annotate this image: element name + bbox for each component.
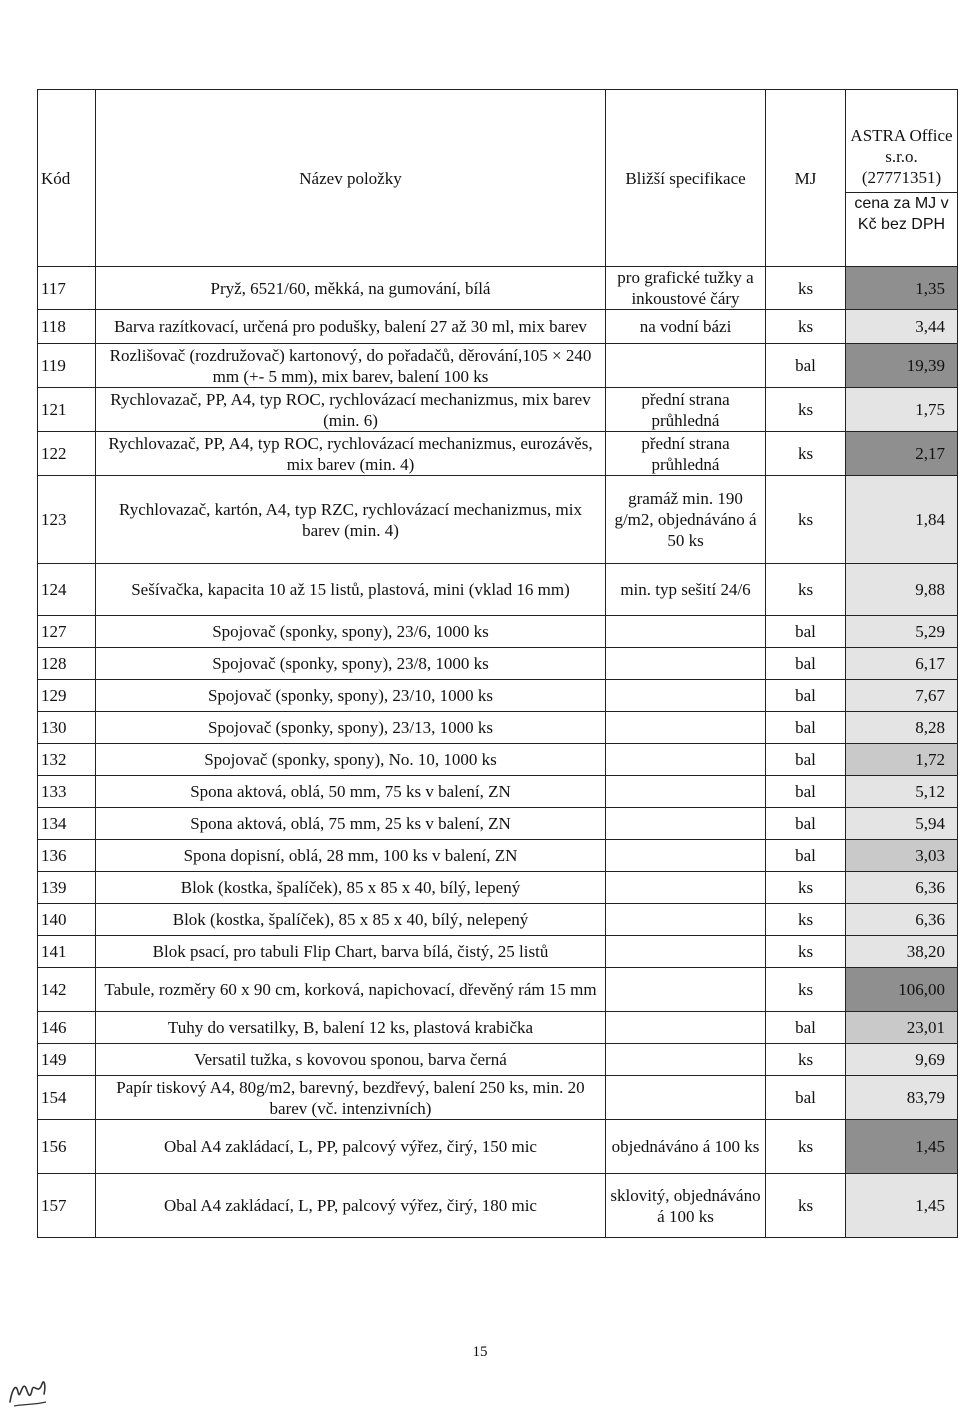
cell-mj: bal <box>766 1076 846 1120</box>
cell-spec: gramáž min. 190 g/m2, objednáváno á 50 ks <box>606 476 766 564</box>
cell-nazev: Pryž, 6521/60, měkká, na gumování, bílá <box>96 267 606 310</box>
cell-spec <box>606 680 766 712</box>
table-row <box>38 310 958 344</box>
cell-spec: min. typ sešití 24/6 <box>606 564 766 616</box>
cell-kod: 122 <box>38 432 96 476</box>
table-row <box>38 344 958 388</box>
cell-spec: objednáváno á 100 ks <box>606 1120 766 1174</box>
cell-price: 9,88 <box>846 564 958 616</box>
cell-nazev: Blok (kostka, špalíček), 85 x 85 x 40, bílý, lepený <box>96 872 606 904</box>
cell-price: 106,00 <box>846 968 958 1012</box>
cell-kod: 121 <box>38 388 96 432</box>
cell-nazev: Spona aktová, oblá, 50 mm, 75 ks v balení, ZN <box>96 776 606 808</box>
table-row <box>38 936 958 968</box>
cell-mj: ks <box>766 872 846 904</box>
table-row <box>38 267 958 310</box>
table-row <box>38 432 958 476</box>
cell-spec: sklovitý, objednáváno á 100 ks <box>606 1174 766 1238</box>
table-row <box>38 388 958 432</box>
cell-kod: 146 <box>38 1012 96 1044</box>
cell-nazev: Blok (kostka, špalíček), 85 x 85 x 40, bílý, nelepený <box>96 904 606 936</box>
table-row <box>38 1174 958 1238</box>
table-row <box>38 648 958 680</box>
cell-mj: bal <box>766 840 846 872</box>
cell-mj: bal <box>766 808 846 840</box>
cell-price: 3,03 <box>846 840 958 872</box>
cell-price: 1,84 <box>846 476 958 564</box>
cell-kod: 157 <box>38 1174 96 1238</box>
cell-mj: ks <box>766 310 846 344</box>
table-row <box>38 968 958 1012</box>
cell-nazev: Sešívačka, kapacita 10 až 15 listů, plastová, mini (vklad 16 mm) <box>96 564 606 616</box>
cell-mj: bal <box>766 776 846 808</box>
cell-spec <box>606 616 766 648</box>
header-kod: Kód <box>38 90 96 267</box>
header-nazev: Název položky <box>96 90 606 267</box>
table-row <box>38 1044 958 1076</box>
cell-spec <box>606 744 766 776</box>
table-row <box>38 744 958 776</box>
header-spec: Bližší specifikace <box>606 90 766 267</box>
cell-nazev: Rychlovazač, PP, A4, typ ROC, rychlovázací mechanizmus, eurozávěs, mix barev (min. 4) <box>96 432 606 476</box>
cell-kod: 118 <box>38 310 96 344</box>
table-row <box>38 904 958 936</box>
cell-kod: 136 <box>38 840 96 872</box>
cell-spec <box>606 776 766 808</box>
price-unit-label: cena za MJ v Kč bez DPH <box>846 192 957 235</box>
cell-mj: ks <box>766 432 846 476</box>
cell-price: 5,29 <box>846 616 958 648</box>
cell-price: 83,79 <box>846 1076 958 1120</box>
cell-nazev: Spona dopisní, oblá, 28 mm, 100 ks v balení, ZN <box>96 840 606 872</box>
cell-kod: 129 <box>38 680 96 712</box>
cell-nazev: Versatil tužka, s kovovou sponou, barva černá <box>96 1044 606 1076</box>
cell-nazev: Tuhy do versatilky, B, balení 12 ks, plastová krabička <box>96 1012 606 1044</box>
table-row <box>38 712 958 744</box>
cell-spec: pro grafické tužky a inkoustové čáry <box>606 267 766 310</box>
cell-mj: bal <box>766 712 846 744</box>
table-row <box>38 1076 958 1120</box>
cell-spec: na vodní bázi <box>606 310 766 344</box>
cell-mj: ks <box>766 476 846 564</box>
cell-spec <box>606 712 766 744</box>
table-row <box>38 872 958 904</box>
cell-price: 1,35 <box>846 267 958 310</box>
cell-price: 1,75 <box>846 388 958 432</box>
price-table <box>37 89 958 1238</box>
cell-kod: 128 <box>38 648 96 680</box>
cell-spec: přední strana průhledná <box>606 388 766 432</box>
supplier-name: ASTRA Office s.r.o. (27771351) <box>850 126 953 187</box>
cell-nazev: Spojovač (sponky, spony), 23/6, 1000 ks <box>96 616 606 648</box>
cell-spec <box>606 808 766 840</box>
cell-spec: přední strana průhledná <box>606 432 766 476</box>
cell-spec <box>606 1012 766 1044</box>
cell-nazev: Tabule, rozměry 60 x 90 cm, korková, napichovací, dřevěný rám 15 mm <box>96 968 606 1012</box>
cell-kod: 132 <box>38 744 96 776</box>
cell-kod: 149 <box>38 1044 96 1076</box>
cell-nazev: Rychlovazač, kartón, A4, typ RZC, rychlovázací mechanizmus, mix barev (min. 4) <box>96 476 606 564</box>
cell-mj: bal <box>766 648 846 680</box>
cell-price: 38,20 <box>846 936 958 968</box>
cell-kod: 142 <box>38 968 96 1012</box>
cell-kod: 133 <box>38 776 96 808</box>
cell-mj: bal <box>766 1012 846 1044</box>
cell-spec <box>606 344 766 388</box>
table-row <box>38 564 958 616</box>
cell-price: 3,44 <box>846 310 958 344</box>
cell-price: 6,36 <box>846 872 958 904</box>
cell-price: 6,36 <box>846 904 958 936</box>
cell-mj: bal <box>766 744 846 776</box>
cell-spec <box>606 1044 766 1076</box>
cell-mj: bal <box>766 616 846 648</box>
table-row <box>38 840 958 872</box>
cell-kod: 156 <box>38 1120 96 1174</box>
cell-kod: 134 <box>38 808 96 840</box>
cell-kod: 141 <box>38 936 96 968</box>
cell-price: 23,01 <box>846 1012 958 1044</box>
cell-mj: ks <box>766 388 846 432</box>
cell-kod: 139 <box>38 872 96 904</box>
cell-kod: 124 <box>38 564 96 616</box>
cell-price: 1,45 <box>846 1120 958 1174</box>
cell-kod: 117 <box>38 267 96 310</box>
cell-spec <box>606 1076 766 1120</box>
cell-nazev: Spojovač (sponky, spony), 23/10, 1000 ks <box>96 680 606 712</box>
cell-nazev: Rozlišovač (rozdružovač) kartonový, do pořadačů, děrování,105 × 240 mm (+- 5 mm), mix barev, balení 100 ks <box>96 344 606 388</box>
cell-nazev: Blok psací, pro tabuli Flip Chart, barva bílá, čistý, 25 listů <box>96 936 606 968</box>
table-row <box>38 680 958 712</box>
table-row <box>38 1120 958 1174</box>
table-body <box>38 267 958 1238</box>
header-mj: MJ <box>766 90 846 267</box>
cell-spec <box>606 936 766 968</box>
table-row <box>38 616 958 648</box>
cell-nazev: Spona aktová, oblá, 75 mm, 25 ks v balení, ZN <box>96 808 606 840</box>
cell-mj: ks <box>766 1174 846 1238</box>
table-row <box>38 1012 958 1044</box>
cell-nazev: Spojovač (sponky, spony), 23/8, 1000 ks <box>96 648 606 680</box>
cell-kod: 119 <box>38 344 96 388</box>
table-row <box>38 476 958 564</box>
cell-nazev: Rychlovazač, PP, A4, typ ROC, rychlovázací mechanizmus, mix barev (min. 6) <box>96 388 606 432</box>
cell-nazev: Obal A4 zakládací, L, PP, palcový výřez, čirý, 180 mic <box>96 1174 606 1238</box>
cell-nazev: Obal A4 zakládací, L, PP, palcový výřez, čirý, 150 mic <box>96 1120 606 1174</box>
cell-price: 9,69 <box>846 1044 958 1076</box>
cell-kod: 130 <box>38 712 96 744</box>
cell-mj: ks <box>766 904 846 936</box>
table-row <box>38 776 958 808</box>
page-number: 15 <box>472 1344 488 1360</box>
cell-mj: bal <box>766 680 846 712</box>
cell-spec <box>606 904 766 936</box>
table-row <box>38 808 958 840</box>
cell-kod: 123 <box>38 476 96 564</box>
cell-price: 5,94 <box>846 808 958 840</box>
header-row <box>38 90 958 267</box>
handwritten-initials <box>6 1372 50 1410</box>
cell-spec <box>606 872 766 904</box>
cell-spec <box>606 840 766 872</box>
cell-nazev: Barva razítkovací, určená pro podušky, balení 27 až 30 ml, mix barev <box>96 310 606 344</box>
cell-mj: ks <box>766 267 846 310</box>
cell-kod: 127 <box>38 616 96 648</box>
cell-mj: ks <box>766 936 846 968</box>
cell-nazev: Spojovač (sponky, spony), No. 10, 1000 ks <box>96 744 606 776</box>
cell-kod: 154 <box>38 1076 96 1120</box>
cell-price: 1,72 <box>846 744 958 776</box>
header-supplier <box>846 90 958 267</box>
cell-kod: 140 <box>38 904 96 936</box>
cell-price: 1,45 <box>846 1174 958 1238</box>
cell-mj: ks <box>766 968 846 1012</box>
cell-mj: ks <box>766 564 846 616</box>
cell-price: 19,39 <box>846 344 958 388</box>
cell-price: 2,17 <box>846 432 958 476</box>
cell-mj: ks <box>766 1120 846 1174</box>
cell-price: 7,67 <box>846 680 958 712</box>
cell-mj: bal <box>766 344 846 388</box>
cell-nazev: Papír tiskový A4, 80g/m2, barevný, bezdřevý, balení 250 ks, min. 20 barev (vč. intenzivních) <box>96 1076 606 1120</box>
cell-mj: ks <box>766 1044 846 1076</box>
cell-nazev: Spojovač (sponky, spony), 23/13, 1000 ks <box>96 712 606 744</box>
cell-spec <box>606 968 766 1012</box>
cell-price: 5,12 <box>846 776 958 808</box>
cell-price: 6,17 <box>846 648 958 680</box>
cell-spec <box>606 648 766 680</box>
cell-price: 8,28 <box>846 712 958 744</box>
